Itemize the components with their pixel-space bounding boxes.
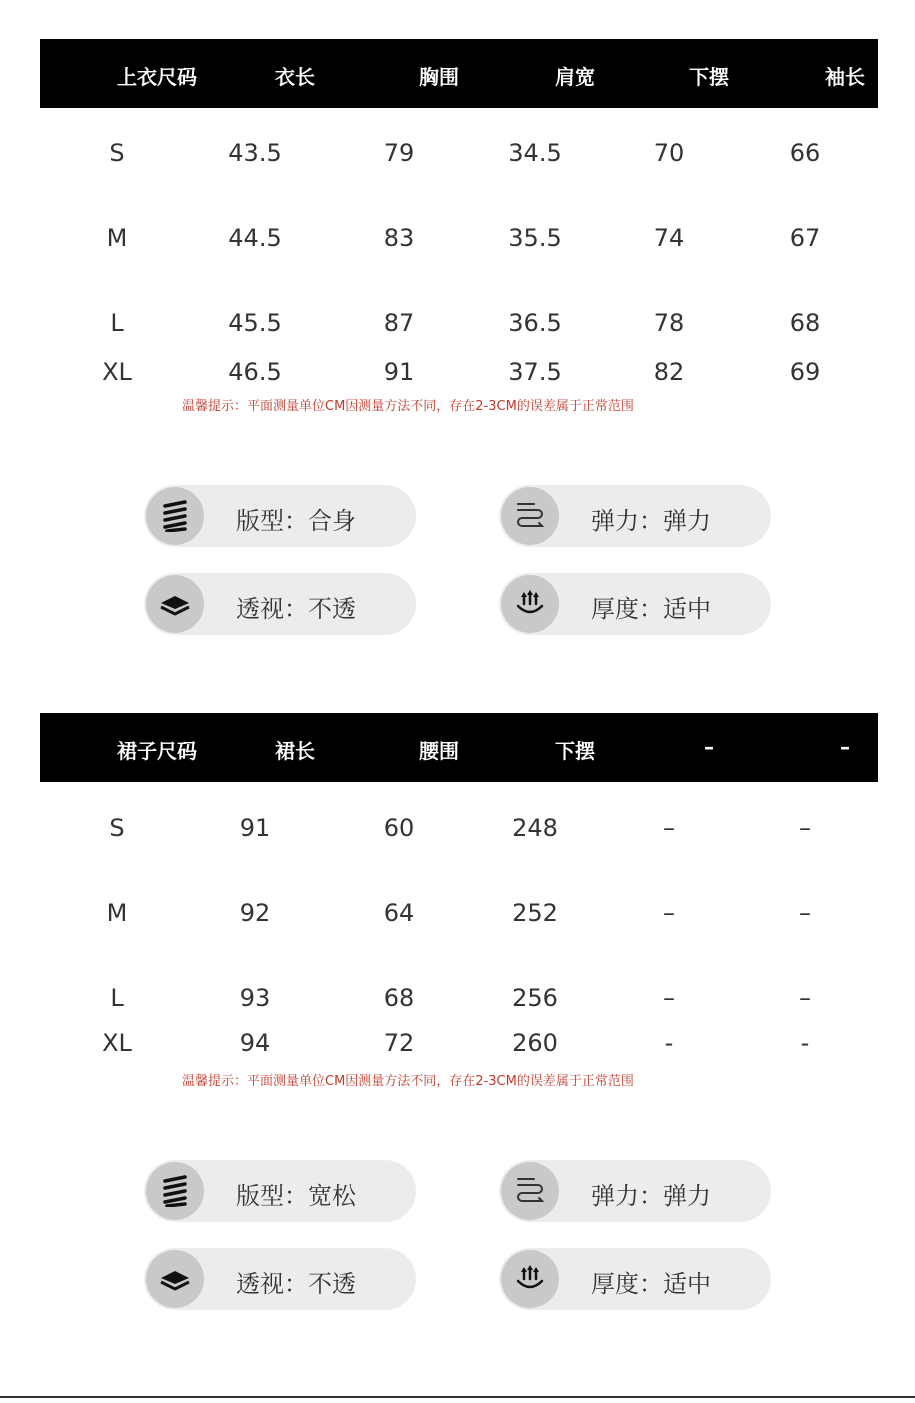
feature-label: 弹力：弹力 [591,507,711,535]
stretch-feature [499,1160,771,1222]
table-cell: 78 [653,309,685,337]
table-cell: 68 [789,309,821,337]
table-cell: – [663,814,675,842]
table-cell: L [110,984,124,1012]
table-cell: L [110,309,124,337]
table-cell: S [109,814,125,842]
stretch-icon [501,487,559,545]
fit-feature [144,1160,416,1222]
table-row [0,224,915,254]
table-cell: 36.5 [508,309,562,337]
table-cell: M [106,899,128,927]
header-cell: 上衣尺码 [117,65,197,89]
table-cell: 93 [239,984,271,1012]
stretch-feature [499,485,771,547]
feature-label: 版型：宽松 [236,1182,356,1210]
table-cell: 74 [653,224,685,252]
table-cell: 66 [789,139,821,167]
table-cell: – [799,984,811,1012]
transparency-feature [144,1248,416,1310]
skirt-size-table-header [40,713,878,782]
table-cell: 92 [239,899,271,927]
bottom-divider [0,1396,915,1398]
table-cell: 260 [512,1029,558,1057]
table-row [0,984,915,1014]
table-cell: 69 [789,358,821,386]
table-cell: 70 [653,139,685,167]
table-cell: – [799,814,811,842]
header-cell: 衣长 [275,65,315,89]
measurement-note: 温馨提示：平面测量单位CM因测量方法不同，存在2-3CM的误差属于正常范围 [182,1074,634,1089]
fit-feature [144,485,416,547]
table-cell: – [663,984,675,1012]
table-cell: 91 [383,358,415,386]
table-cell: 68 [383,984,415,1012]
stripes-icon [146,1162,204,1220]
table-cell: 252 [512,899,558,927]
table-cell: - [664,1029,674,1057]
table-cell: 64 [383,899,415,927]
feature-label: 弹力：弹力 [591,1182,711,1210]
table-cell: 94 [239,1029,271,1057]
table-cell: – [663,899,675,927]
measurement-note: 温馨提示：平面测量单位CM因测量方法不同，存在2-3CM的误差属于正常范围 [182,399,634,414]
thickness-feature [499,573,771,635]
table-cell: 45.5 [228,309,282,337]
layers-icon [146,1250,204,1308]
thickness-icon [501,1250,559,1308]
table-row [0,358,915,388]
table-cell: – [799,899,811,927]
table-row [0,309,915,339]
header-cell: 下摆 [689,65,729,89]
table-cell: XL [102,358,132,386]
feature-label: 版型：合身 [236,507,356,535]
feature-label: 厚度：适中 [591,595,711,623]
header-cell: 裙子尺码 [117,739,197,763]
table-cell: XL [102,1029,132,1057]
table-cell: 82 [653,358,685,386]
transparency-feature [144,573,416,635]
layers-icon [146,575,204,633]
table-cell: 43.5 [228,139,282,167]
feature-label: 透视：不透 [236,595,356,623]
header-cell: 裙长 [275,739,315,763]
feature-label: 透视：不透 [236,1270,356,1298]
header-cell: – [840,735,850,759]
table-cell: 46.5 [228,358,282,386]
table-cell: 35.5 [508,224,562,252]
stripes-icon [146,487,204,545]
table-row [0,899,915,929]
table-cell: 67 [789,224,821,252]
table-cell: 83 [383,224,415,252]
header-cell: 胸围 [419,65,459,89]
table-cell: 79 [383,139,415,167]
table-cell: 91 [239,814,271,842]
table-row [0,814,915,844]
table-cell: 60 [383,814,415,842]
table-cell: 256 [512,984,558,1012]
stretch-icon [501,1162,559,1220]
header-cell: 腰围 [419,739,459,763]
thickness-feature [499,1248,771,1310]
table-cell: 72 [383,1029,415,1057]
feature-label: 厚度：适中 [591,1270,711,1298]
table-row [0,139,915,169]
header-cell: 肩宽 [555,65,595,89]
header-cell: 下摆 [555,739,595,763]
top-size-table-header [40,39,878,108]
table-cell: - [800,1029,810,1057]
table-cell: 44.5 [228,224,282,252]
table-cell: 87 [383,309,415,337]
header-cell: – [704,735,714,759]
table-cell: 34.5 [508,139,562,167]
table-row [0,1029,915,1059]
table-cell: S [109,139,125,167]
table-cell: M [106,224,128,252]
header-cell: 袖长 [825,65,865,89]
table-cell: 248 [512,814,558,842]
table-cell: 37.5 [508,358,562,386]
thickness-icon [501,575,559,633]
